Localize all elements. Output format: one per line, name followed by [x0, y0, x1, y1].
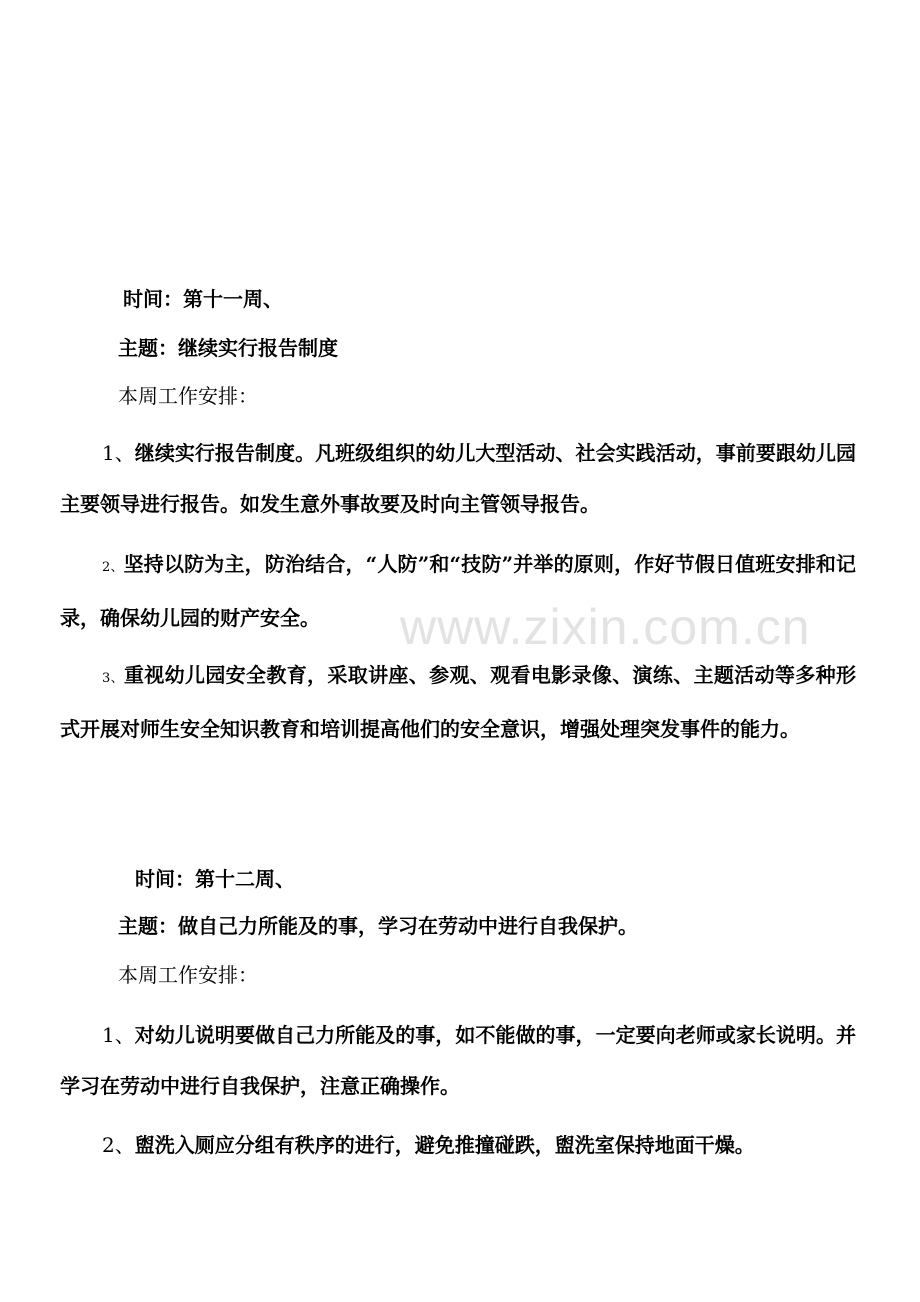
section-2-arrangement-label: 本周工作安排： — [118, 963, 258, 987]
item-text: 重视幼儿园安全教育，采取讲座、参观、观看电影录像、演练、主题活动等多种形式开展对师生安全知识教育和培训提高他们的安全意识，增强处理突发事件的能力。 — [60, 663, 856, 741]
section-1-arrangement-label: 本周工作安排： — [118, 384, 258, 408]
section-1-time: 时间：第十一周、 — [123, 287, 283, 311]
item-text: 坚持以防为主，防治结合，“人防”和“技防”并举的原则，作好节假日值班安排和记录，确保幼儿园的财产安全。 — [60, 552, 856, 630]
section-1-theme: 主题：继续实行报告制度 — [118, 336, 338, 360]
item-text: 继续实行报告制度。凡班级组织的幼儿大型活动、社会实践活动，事前要跟幼儿园主要领导进行报告。如发生意外事故要及时向主管领导报告。 — [60, 441, 856, 516]
item-text: 盥洗入厕应分组有秩序的进行，避免推撞碰跌，盥洗室保持地面干燥。 — [134, 1133, 755, 1157]
section-2-theme: 主题：做自己力所能及的事，学习在劳动中进行自我保护。 — [118, 914, 638, 938]
section-2-time: 时间：第十二周、 — [135, 867, 295, 891]
item-number: 1、 — [102, 1023, 135, 1047]
section-1-item-1 — [60, 428, 856, 530]
watermark: www.zixin.com.cn — [400, 599, 811, 655]
item-number: 2、 — [102, 560, 124, 575]
section-2-item-1 — [60, 1010, 856, 1112]
section-2-item-2 — [60, 1120, 856, 1171]
section-1-item-2 — [60, 539, 856, 644]
item-number: 3、 — [102, 671, 124, 686]
section-1-item-3 — [60, 650, 856, 755]
item-number: 1、 — [102, 441, 135, 465]
item-number: 2、 — [102, 1133, 135, 1157]
item-text: 对幼儿说明要做自己力所能及的事，如不能做的事，一定要向老师或家长说明。并学习在劳动中进行自我保护，注意正确操作。 — [60, 1023, 856, 1098]
